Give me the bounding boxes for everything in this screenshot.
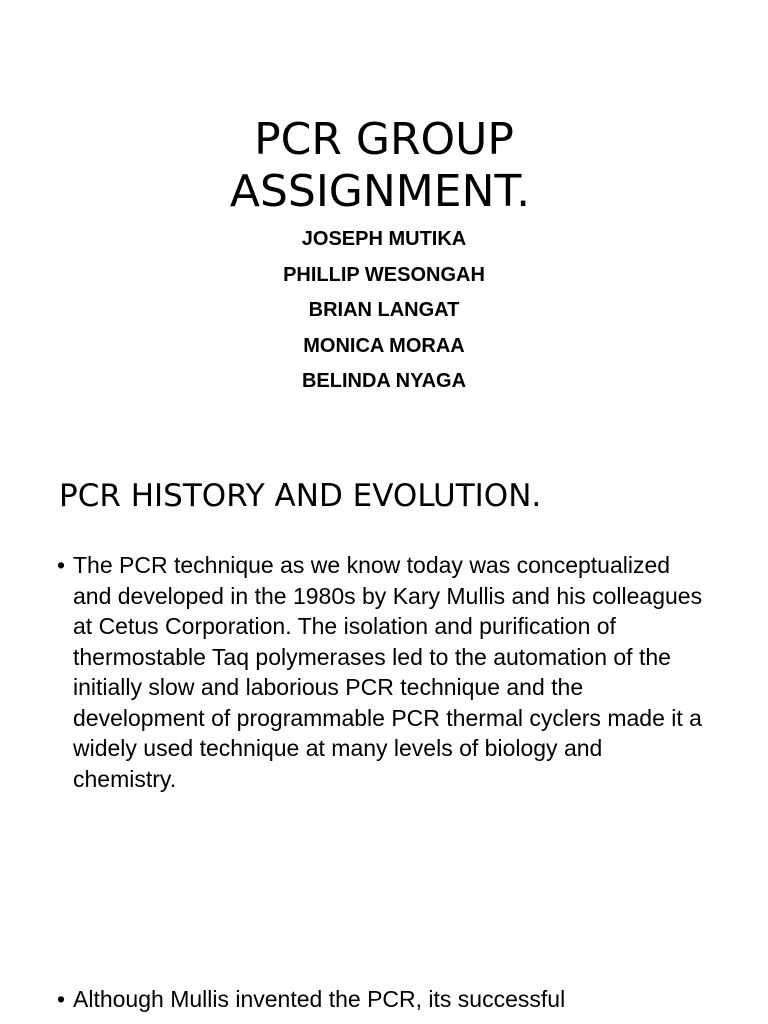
bullet-list <box>57 984 707 1015</box>
title-line-1: PCR GROUP <box>254 114 514 165</box>
title-slide <box>0 0 768 420</box>
bullet-text: Although Mullis invented the PCR, its successful <box>73 986 566 1012</box>
bullet-icon: • <box>57 986 66 1012</box>
bullet-icon: • <box>57 552 66 578</box>
author-name: MONICA MORAA <box>303 334 465 357</box>
author-name: JOSEPH MUTIKA <box>301 228 467 250</box>
title-line-2: ASSIGNMENT. <box>229 166 531 217</box>
section-heading: PCR HISTORY AND EVOLUTION. <box>59 478 542 514</box>
author-name: BRIAN LANGAT <box>308 299 460 321</box>
author-name: BELINDA NYAGA <box>301 370 467 392</box>
bullet-text: The PCR technique as we know today was conceptualized and developed in the 1980s by Kary Mullis and his colleagues at Cetus Corporation. The isolation and purification of thermostable Taq polymerases led to the automation of the initially slow and laborious PCR technique and the development of programmable PCR thermal cyclers made it a widely used technique at many levels of biology and chemistry. <box>73 552 703 792</box>
bullet-item <box>57 984 707 1015</box>
bullet-item <box>57 550 707 794</box>
bullet-list <box>57 550 707 794</box>
author-list <box>0 222 768 400</box>
author-name: PHILLIP WESONGAH <box>283 263 485 286</box>
page-title <box>0 114 768 218</box>
